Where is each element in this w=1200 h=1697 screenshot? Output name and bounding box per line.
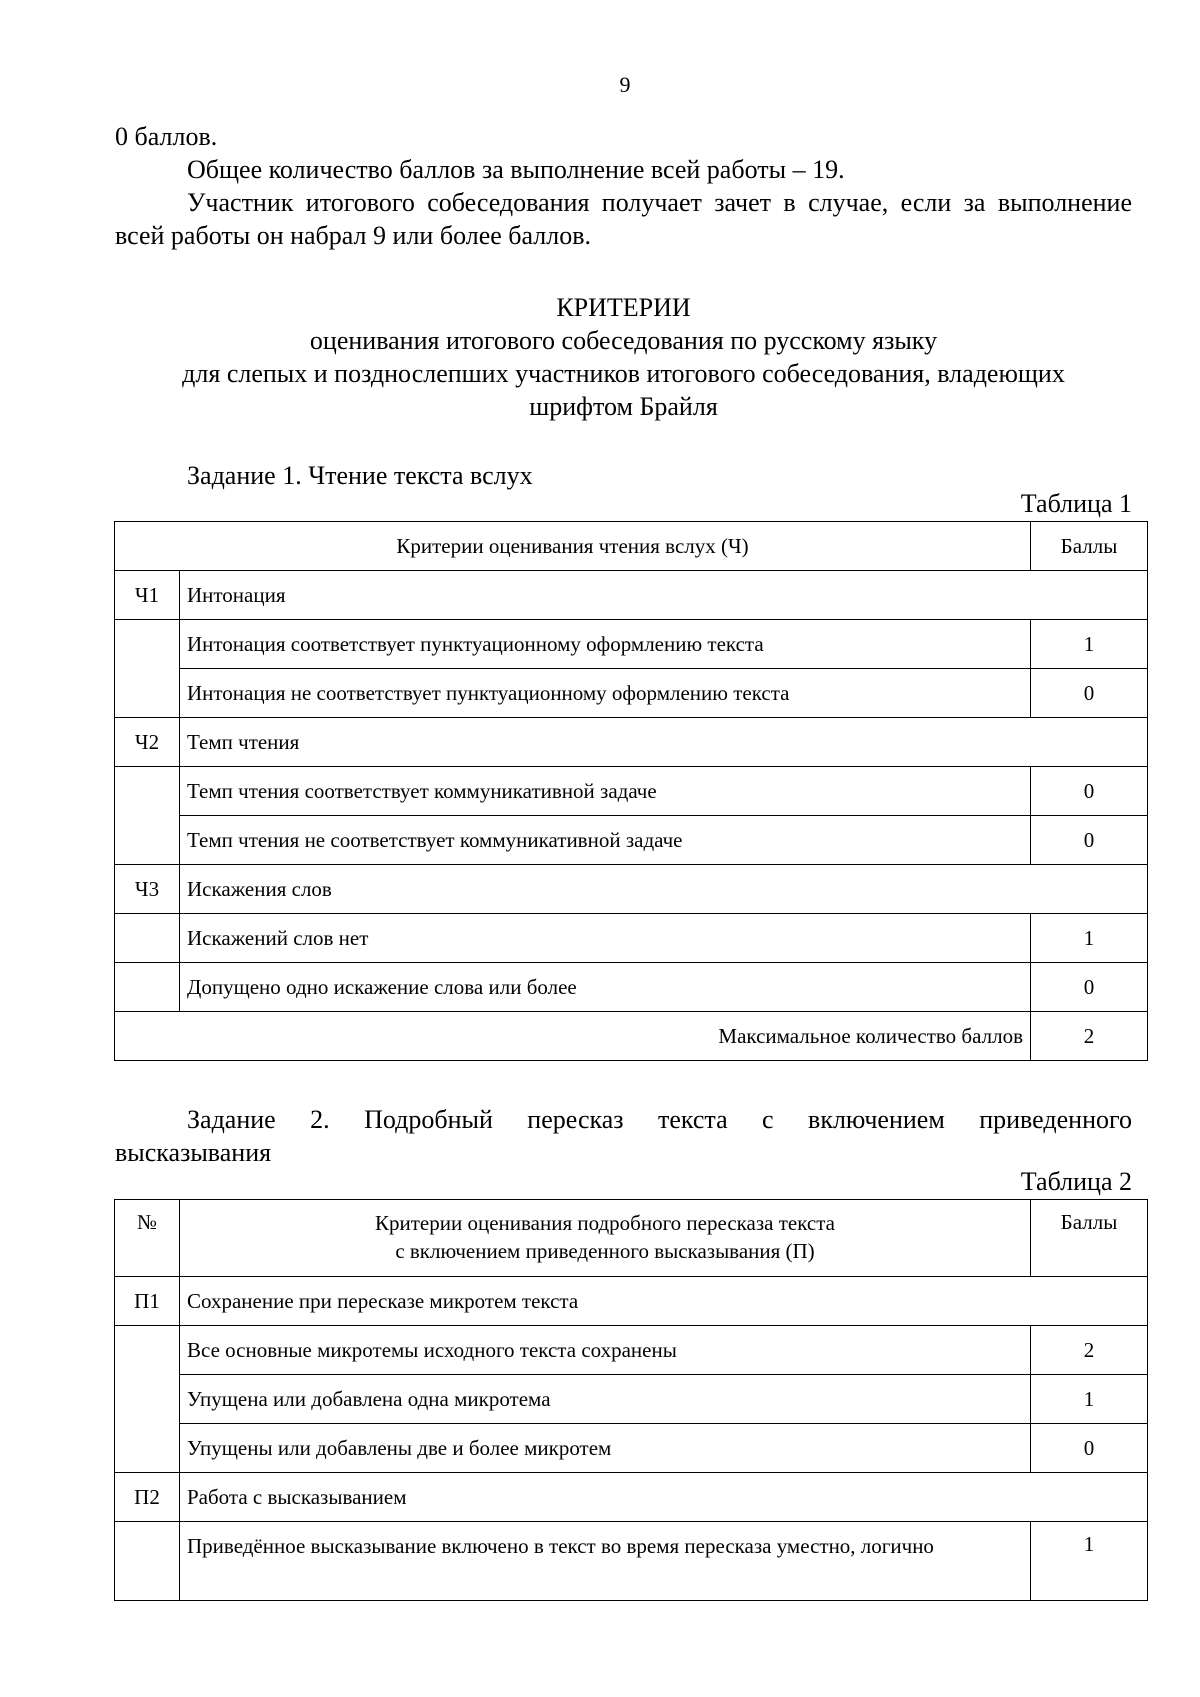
criterion-code: Ч1 [115,571,180,620]
empty-cell [115,620,180,718]
criterion-points: 1 [1031,1522,1148,1601]
table-row [115,1522,1148,1601]
table1-header-points: Баллы [1031,522,1148,571]
empty-cell [115,767,180,865]
table-1 [114,521,1148,1061]
table1-total-row [115,1012,1148,1061]
criterion-code: Ч3 [115,865,180,914]
criterion-label: Темп чтения соответствует коммуникативной задаче [180,767,1031,816]
criteria-subtitle-1: оценивания итогового собеседования по русскому языку [309,326,938,355]
table-row [115,718,1148,767]
task2-heading-line-1: Задание 2. Подробный пересказ текста с включением приведенного [187,1105,1132,1134]
criterion-label: Допущено одно искажение слова или более [180,963,1031,1012]
table-row [115,914,1148,963]
intro-line-2: Общее количество баллов за выполнение всей работы – 19. [187,155,845,184]
table2-header-criteria-line-1: Критерии оценивания подробного пересказа текста [375,1211,835,1235]
criterion-label: Искажения слов [180,865,1148,914]
criterion-points: 2 [1031,1326,1148,1375]
table1-header-row [115,522,1148,571]
table2-header-criteria [180,1200,1031,1277]
table-row [115,669,1148,718]
criterion-label: Упущена или добавлена одна микротема [180,1375,1031,1424]
criteria-subtitle-2: для слепых и позднослепших участников итогового собеседования, владеющих [182,359,1065,388]
criteria-subtitle-3: шрифтом Брайля [529,392,718,421]
max-points-value: 2 [1031,1012,1148,1061]
criterion-points: 0 [1031,1424,1148,1473]
table2-caption: Таблица 2 [1020,1167,1132,1196]
empty-cell [115,1522,180,1601]
criterion-label: Искажений слов нет [180,914,1031,963]
criterion-label: Темп чтения не соответствует коммуникативной задаче [180,816,1031,865]
criterion-points: 1 [1031,914,1148,963]
criterion-points: 1 [1031,620,1148,669]
table-row [115,1375,1148,1424]
intro-line-3: Участник итогового собеседования получает зачет в случае, если за выполнение всей работы он набрал 9 или более баллов. [115,188,1132,250]
table-row [115,816,1148,865]
table-row [115,620,1148,669]
table2-header-row [115,1200,1148,1277]
criteria-title: КРИТЕРИИ [556,293,691,322]
max-points-label: Максимальное количество баллов [115,1012,1031,1061]
table-row [115,1424,1148,1473]
table1-caption: Таблица 1 [1020,489,1132,518]
page-number: 9 [619,72,631,97]
task1-heading: Задание 1. Чтение текста вслух [187,461,533,490]
criterion-label: Интонация не соответствует пунктуационному оформлению текста [180,669,1031,718]
criterion-code: Ч2 [115,718,180,767]
criterion-label: Приведённое высказывание включено в текст во время пересказа уместно, логично [180,1522,1031,1601]
criterion-label: Все основные микротемы исходного текста сохранены [180,1326,1031,1375]
empty-cell [115,1326,180,1473]
table-row [115,1277,1148,1326]
table-row [115,767,1148,816]
criterion-points: 0 [1031,963,1148,1012]
table-row [115,865,1148,914]
intro-line-1: 0 баллов. [115,122,218,151]
table-row [115,963,1148,1012]
criterion-points: 0 [1031,669,1148,718]
criterion-label: Темп чтения [180,718,1148,767]
table2-header-criteria-line-2: с включением приведенного высказывания (П) [395,1239,815,1263]
table-2 [114,1199,1148,1601]
criterion-points: 1 [1031,1375,1148,1424]
criterion-code: П1 [115,1277,180,1326]
criterion-label: Упущены или добавлены две и более микротем [180,1424,1031,1473]
table-row [115,1326,1148,1375]
table-row [115,1473,1148,1522]
criterion-label: Сохранение при пересказе микротем текста [180,1277,1148,1326]
empty-cell [115,963,180,1012]
table-row [115,571,1148,620]
criterion-label: Работа с высказыванием [180,1473,1148,1522]
table1-header-criteria: Критерии оценивания чтения вслух (Ч) [115,522,1031,571]
table2-header-points: Баллы [1031,1200,1148,1277]
table2-header-num: № [115,1200,180,1277]
criterion-code: П2 [115,1473,180,1522]
criterion-points: 0 [1031,767,1148,816]
criterion-label: Интонация [180,571,1148,620]
task2-heading-line-2: высказывания [115,1138,272,1167]
criterion-points: 0 [1031,816,1148,865]
empty-cell [115,914,180,963]
criterion-label: Интонация соответствует пунктуационному оформлению текста [180,620,1031,669]
